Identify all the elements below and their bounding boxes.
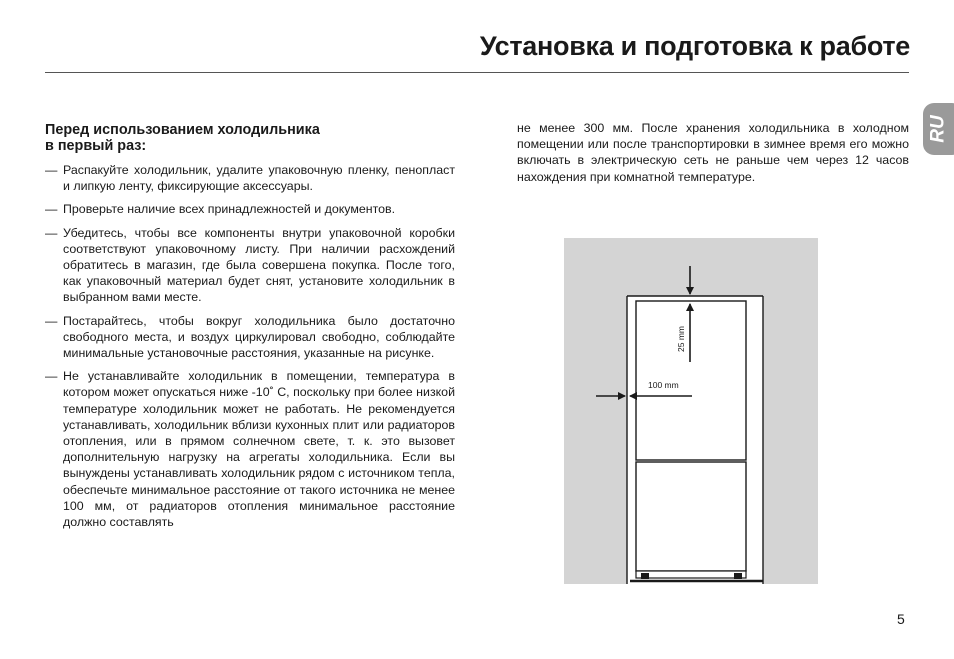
instruction-text: Не устанавливайте холодильник в помещении, температура в котором может опускаться ниже -10˚ С, поскольку при более низкой температуре холодильник может не работать. Не рекомендуется устанавливать, холодильник вблизи кухонных плит или радиаторов отопления, или в прямом солнечном свете, т. к. это вызовет дополнительную нагрузку на агрегаты холодильника. Если вы вынуждены устанавливать холодильник рядом с источником тепла, обеспечьте минимальное расстояние от такого источника не менее 100 мм, от радиаторов отопления минимальное расстояние должно составлять: [63, 369, 455, 530]
instruction-text: Проверьте наличие всех принадлежностей и документов.: [63, 202, 396, 217]
instruction-text: Распакуйте холодильник, удалите упаковочную пленку, пенопласт и липкую ленту, фиксирующие аксессуары.: [63, 163, 455, 194]
section-heading-line-1: Перед использованием холодильника: [45, 122, 320, 138]
refrigerator-foot-right: [734, 573, 742, 579]
installation-clearance-diagram: [564, 238, 818, 584]
dash-bullet: —: [45, 313, 58, 328]
language-tab-label: RU: [927, 115, 949, 143]
refrigerator-base: [636, 571, 746, 578]
dash-bullet: —: [45, 163, 58, 177]
language-tab: [923, 103, 954, 155]
top-clearance-label: 25 mm: [676, 326, 686, 352]
dash-bullet: —: [45, 202, 58, 217]
dash-bullet: —: [45, 225, 58, 240]
instruction-text: Постарайтесь, чтобы вокруг холодильника было достаточно свободного места, и воздух циркулировал свободно, соблюдайте минимальные установочные расстояния, указанные на рисунке.: [63, 313, 455, 361]
instruction-text: Убедитесь, чтобы все компоненты внутри упаковочной коробки соответствуют упаковочному листу. При наличии расхождений обратитесь в магазин, где была совершена покупка. После того, как упаковочный материал будет снят, установите холодильник в выбранном вами месте.: [63, 225, 455, 305]
instruction-item: [45, 225, 455, 306]
side-clearance-label: 100 mm: [648, 380, 679, 390]
section-heading: [45, 122, 455, 154]
page-number: 5: [897, 611, 905, 627]
refrigerator-foot-left: [641, 573, 649, 579]
instruction-item: [45, 162, 455, 194]
instruction-item: [45, 313, 455, 362]
refrigerator-lower-door: [636, 462, 746, 571]
title-divider: [45, 72, 909, 73]
section-heading-line-2: в первый раз:: [45, 138, 147, 154]
instruction-item: [45, 368, 455, 530]
dash-bullet: —: [45, 369, 58, 384]
page-title: Установка и подготовка к работе: [479, 31, 910, 61]
left-column: [45, 122, 455, 537]
right-column-text: не менее 300 мм. После хранения холодильника в холодном помещении или после транспортировки в зимнее время его можно включать в электрическую сеть не раньше чем через 12 часов нахождения при комнатной температуре.: [517, 121, 909, 184]
instruction-item: [45, 201, 455, 217]
